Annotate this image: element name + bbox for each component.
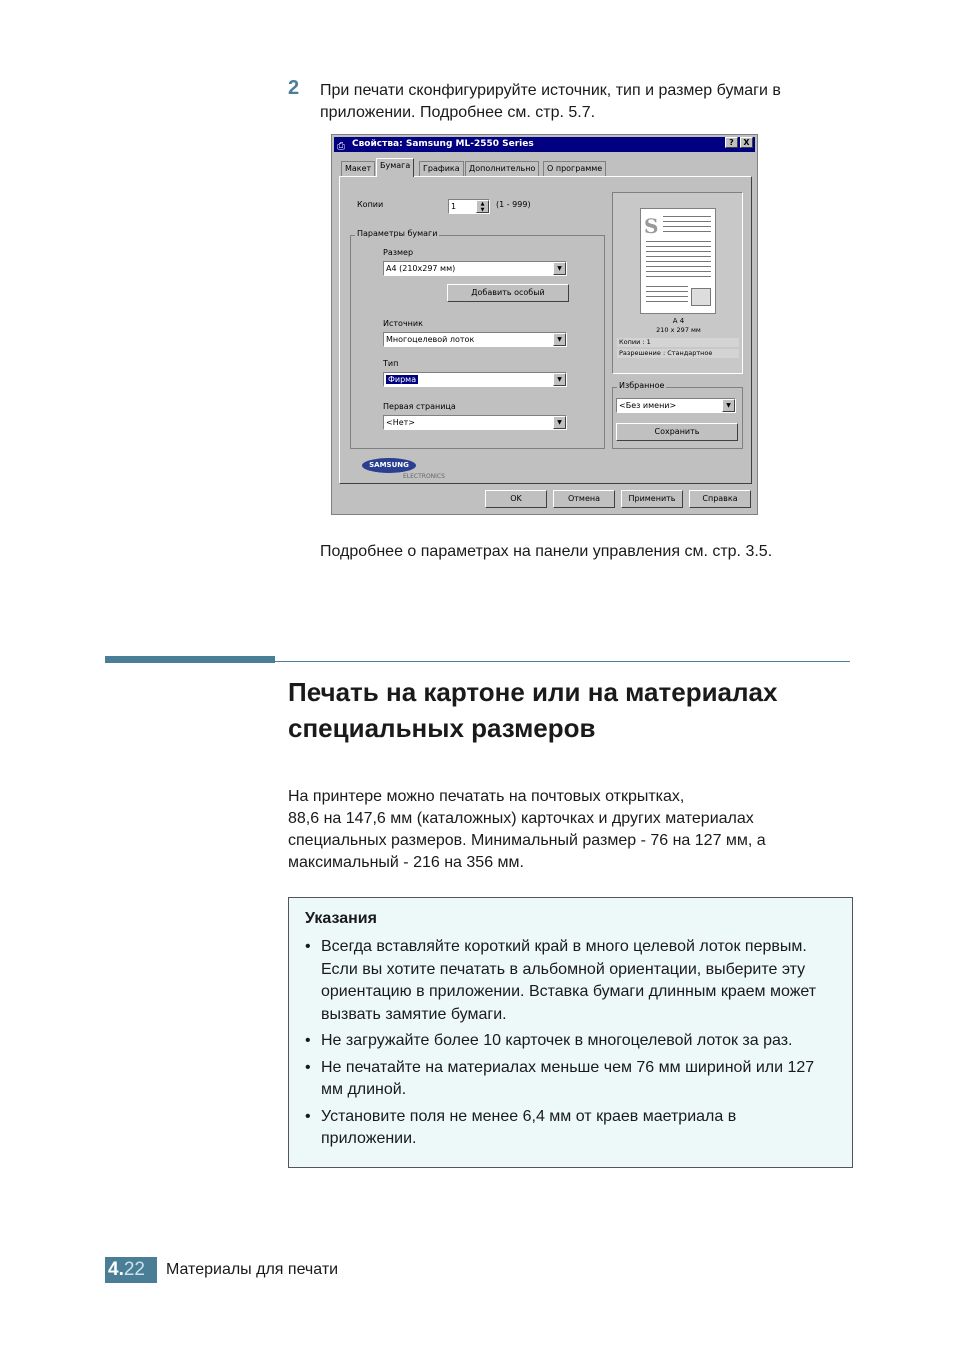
chapter-number: 4. [108,1259,124,1280]
tab-paper[interactable]: Бумага [376,158,414,177]
paper-options-legend: Параметры бумаги [357,229,438,238]
tab-layout[interactable]: Макет [341,161,375,177]
copies-spinner[interactable] [448,199,490,214]
favorites-value: <Без имени> [619,401,677,410]
page-preview [612,192,743,374]
bullet-icon: • [305,1107,311,1125]
save-favorite-button[interactable]: Сохранить [616,423,738,441]
printer-icon: ⎙ [337,141,345,152]
chevron-down-icon[interactable]: ▼ [553,262,566,275]
source-value: Многоцелевой лоток [386,335,475,344]
type-value: Фирма [388,375,417,384]
section-rule-thin [275,661,850,662]
list-item [305,1057,835,1102]
step-text: При печати сконфигурируйте источник, тип и размер бумаги в приложении. Подробнее см. стр. 5.7. [320,82,781,121]
page-number: 22 [123,1259,145,1280]
apply-button[interactable]: Применить [621,490,683,508]
note-text: Установите поля не менее 6,4 мм от краев маетриала в приложении. [321,1107,737,1147]
first-page-label: Первая страница [383,402,456,411]
preview-letter-icon: S [644,214,659,238]
page-number-badge [105,1257,157,1283]
source-label: Источник [383,319,423,328]
list-item [305,1106,835,1151]
preview-paper-name: A 4 [672,317,685,325]
preview-paper [640,208,716,314]
notes-list [305,936,835,1155]
spin-arrows-icon[interactable]: ▲ ▼ [476,200,489,213]
chevron-down-icon[interactable]: ▼ [553,333,566,346]
samsung-logo [362,458,416,473]
help-title-button[interactable]: ? [725,137,738,148]
paragraph-line: специальных размеров. Минимальный размер - 76 на 127 мм, а [288,832,766,849]
printer-properties-dialog [331,134,758,515]
paper-tab-panel [339,176,752,484]
chevron-down-icon[interactable]: ▼ [553,373,566,386]
bullet-icon: • [305,1058,311,1076]
ok-button[interactable]: OK [485,490,547,508]
size-label: Размер [383,248,414,257]
section-rule [105,656,275,663]
chevron-down-icon[interactable]: ▼ [553,416,566,429]
preview-copies-info: Копии : 1 [617,338,739,347]
logo-sub: ELECTRONICS [403,473,445,480]
note-text: Не загружайте более 10 карточек в многоцелевой лоток за раз. [321,1032,793,1049]
paragraph-line: На принтере можно печатать на почтовых открытках, [288,788,685,805]
size-value: A4 (210x297 мм) [386,264,456,273]
notes-title: Указания [305,910,377,927]
section-paragraph [288,786,848,874]
section-heading: Печать на картоне или на материалах специальных размеров [288,677,778,743]
dialog-titlebar [334,137,755,152]
paragraph-line: 88,6 на 147,6 мм (каталожных) карточках и других материалах [288,810,754,827]
tab-advanced[interactable]: Дополнительно [465,161,539,177]
preview-resolution-info: Разрешение : Стандартное [617,349,739,358]
copies-label: Копии [357,200,384,209]
list-item [305,1030,835,1053]
help-button[interactable]: Справка [689,490,751,508]
notes-box [288,897,853,1168]
note-text: Всегда вставляйте короткий край в много целевой лоток первым. Если вы хотите печатать в альбомной ориентации, выберите эту ориентацию в приложении. Вставка бумаги длинным краем может вызвать замятие бумаги. [321,938,817,1023]
close-title-button[interactable]: X [740,137,753,148]
type-label: Тип [383,359,399,368]
bullet-icon: • [305,1032,311,1049]
footer-section-name: Материалы для печати [166,1261,339,1278]
favorites-legend: Избранное [619,381,665,390]
size-select[interactable] [383,261,567,276]
tab-about[interactable]: О программе [543,161,606,177]
list-item [305,936,835,1026]
first-page-select[interactable] [383,415,567,430]
chevron-down-icon[interactable]: ▼ [722,399,735,412]
paragraph-line: максимальный - 216 на 356 мм. [288,854,524,871]
favorites-select[interactable] [616,398,736,413]
note-text: Не печатайте на материалах меньше чем 76 мм шириной или 127 мм длиной. [321,1058,815,1098]
copies-range: (1 - 999) [496,200,531,209]
preview-image-icon [691,288,711,306]
tab-graphics[interactable]: Графика [419,161,464,177]
copies-value: 1 [451,202,457,211]
first-page-value: <Нет> [386,418,416,427]
add-custom-size-button[interactable]: Добавить особый [447,284,569,302]
preview-paper-dims: 210 x 297 мм [656,326,701,334]
dialog-title: Свойства: Samsung ML-2550 Series [352,139,534,149]
step-number: 2 [288,77,300,99]
cancel-button[interactable]: Отмена [553,490,615,508]
logo-brand: SAMSUNG [369,461,409,469]
type-select[interactable] [383,372,567,387]
caption: Подробнее о параметрах на панели управления см. стр. 3.5. [320,543,773,560]
bullet-icon: • [305,938,311,955]
source-select[interactable] [383,332,567,347]
